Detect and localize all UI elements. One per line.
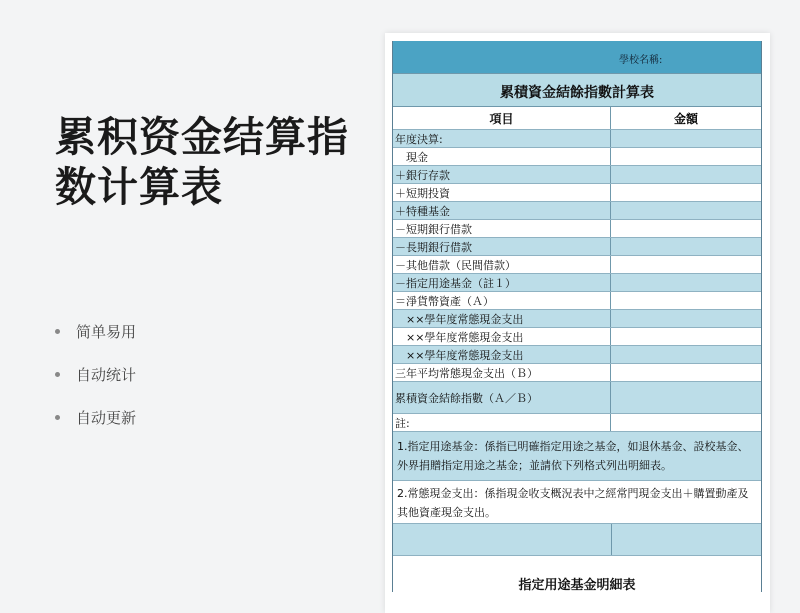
item-cell: ××學年度常態現金支出 bbox=[393, 328, 611, 345]
amount-cell[interactable] bbox=[611, 274, 761, 291]
amount-cell[interactable] bbox=[611, 364, 761, 381]
table-row bbox=[393, 202, 761, 220]
item-cell: －其他借款（民間借款） bbox=[393, 256, 611, 273]
note-recurring-cash: 2.常態現金支出：係指現金收支概況表中之經常門現金支出＋購置動產及其他資產現金支出。 bbox=[393, 481, 761, 524]
feature-item bbox=[55, 310, 136, 353]
table-row bbox=[393, 274, 761, 292]
feature-label: 简单易用 bbox=[76, 323, 137, 341]
amount-cell[interactable] bbox=[611, 220, 761, 237]
item-cell: 三年平均常態現金支出（Ｂ） bbox=[393, 364, 611, 381]
amount-cell[interactable] bbox=[611, 328, 761, 345]
table-row bbox=[393, 220, 761, 238]
table-row bbox=[393, 382, 761, 414]
item-cell: ＋特種基金 bbox=[393, 202, 611, 219]
table-row bbox=[393, 238, 761, 256]
feature-label: 自动更新 bbox=[76, 409, 137, 427]
amount-cell[interactable] bbox=[611, 256, 761, 273]
amount-cell[interactable] bbox=[611, 310, 761, 327]
column-header-item: 項目 bbox=[393, 107, 611, 129]
amount-cell[interactable] bbox=[611, 148, 761, 165]
amount-cell[interactable] bbox=[611, 414, 761, 431]
fund-index-table bbox=[392, 41, 762, 592]
item-cell: ＝淨貨幣資產（Ａ） bbox=[393, 292, 611, 309]
item-cell: 現金 bbox=[393, 148, 611, 165]
item-cell: －短期銀行借款 bbox=[393, 220, 611, 237]
table-row bbox=[393, 292, 761, 310]
item-cell bbox=[393, 524, 612, 555]
amount-cell[interactable] bbox=[611, 382, 761, 413]
feature-item bbox=[55, 396, 136, 439]
item-cell: 累積資金結餘指數（Ａ／Ｂ） bbox=[393, 382, 611, 413]
school-header bbox=[393, 41, 761, 74]
amount-cell[interactable] bbox=[611, 130, 761, 147]
feature-list bbox=[55, 310, 136, 439]
amount-cell[interactable] bbox=[611, 346, 761, 363]
bullet-icon bbox=[55, 329, 60, 334]
bullet-icon bbox=[55, 372, 60, 377]
item-cell: －長期銀行借款 bbox=[393, 238, 611, 255]
table-row bbox=[393, 524, 761, 556]
note-designated-fund: 1.指定用途基金：係指已明確指定用途之基金，如退休基金、設校基金、外界捐贈指定用途之基金；並請依下列格式列出明細表。 bbox=[393, 432, 761, 481]
sub-table-title: 指定用途基金明細表 bbox=[393, 556, 761, 592]
item-cell: －指定用途基金（註１） bbox=[393, 274, 611, 291]
table-row bbox=[393, 346, 761, 364]
table-title: 累積資金結餘指數計算表 bbox=[393, 74, 761, 107]
table-row bbox=[393, 364, 761, 382]
amount-cell[interactable] bbox=[611, 238, 761, 255]
item-cell: ××學年度常態現金支出 bbox=[393, 310, 611, 327]
table-row bbox=[393, 256, 761, 274]
amount-cell[interactable] bbox=[611, 202, 761, 219]
item-cell: ＋短期投資 bbox=[393, 184, 611, 201]
table-row bbox=[393, 130, 761, 148]
item-cell: ××學年度常態現金支出 bbox=[393, 346, 611, 363]
school-name-label: 學校名稱: bbox=[619, 55, 663, 66]
column-header-amount: 金額 bbox=[673, 111, 698, 126]
spreadsheet-preview bbox=[385, 33, 770, 613]
table-row bbox=[393, 310, 761, 328]
column-header-row bbox=[393, 107, 761, 130]
page-title: 累积资金结算指数计算表 bbox=[55, 113, 349, 211]
amount-cell[interactable] bbox=[611, 292, 761, 309]
feature-label: 自动统计 bbox=[76, 366, 137, 384]
bullet-icon bbox=[55, 415, 60, 420]
item-cell: 註: bbox=[393, 414, 611, 431]
table-row bbox=[393, 184, 761, 202]
amount-cell[interactable] bbox=[611, 166, 761, 183]
table-row bbox=[393, 148, 761, 166]
amount-cell[interactable] bbox=[611, 184, 761, 201]
table-row bbox=[393, 414, 761, 432]
table-row bbox=[393, 328, 761, 346]
item-cell: 年度決算: bbox=[393, 130, 611, 147]
item-cell: ＋銀行存款 bbox=[393, 166, 611, 183]
table-row bbox=[393, 166, 761, 184]
feature-item bbox=[55, 353, 136, 396]
